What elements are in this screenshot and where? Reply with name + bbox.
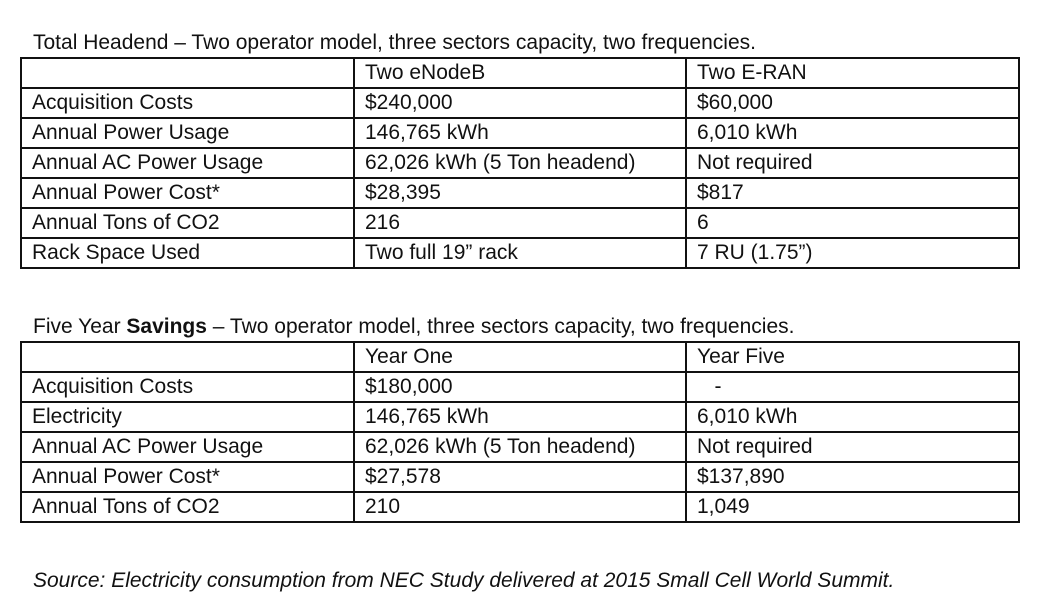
header-cell-empty — [21, 58, 354, 88]
row-value-enodeb: 216 — [354, 208, 686, 238]
table-row — [21, 372, 1019, 402]
row-value-eran: $60,000 — [686, 88, 1019, 118]
table-row — [21, 208, 1019, 238]
table-row — [21, 118, 1019, 148]
row-label: Acquisition Costs — [21, 372, 354, 402]
header-cell-year-five: Year Five — [686, 342, 1019, 372]
row-label: Annual AC Power Usage — [21, 148, 354, 178]
row-label: Annual Tons of CO2 — [21, 492, 354, 522]
table-row — [21, 178, 1019, 208]
header-cell-two-enodeb: Two eNodeB — [354, 58, 686, 88]
table1-caption: Total Headend – Two operator model, three sectors capacity, two frequencies. — [33, 31, 756, 54]
row-value-eran: 7 RU (1.75”) — [686, 238, 1019, 268]
row-value-year-five: 1,049 — [686, 492, 1019, 522]
table2-caption-suffix: – Two operator model, three sectors capacity, two frequencies. — [206, 315, 795, 338]
row-label: Acquisition Costs — [21, 88, 354, 118]
source-note: Source: Electricity consumption from NEC Study delivered at 2015 Small Cell World Summit. — [33, 569, 895, 592]
row-value-year-five: $137,890 — [686, 462, 1019, 492]
row-value-enodeb: 146,765 kWh — [354, 118, 686, 148]
row-label: Annual Power Cost* — [21, 462, 354, 492]
row-value-enodeb: Two full 19” rack — [354, 238, 686, 268]
table2-caption-prefix: Five Year — [33, 315, 127, 338]
header-cell-year-one: Year One — [354, 342, 686, 372]
table-header-row — [21, 58, 1019, 88]
row-label: Annual Power Usage — [21, 118, 354, 148]
row-value-year-five: Not required — [686, 432, 1019, 462]
table-row — [21, 88, 1019, 118]
headend-comparison-table — [20, 57, 1020, 269]
table-row — [21, 148, 1019, 178]
row-value-year-one: $27,578 — [354, 462, 686, 492]
row-value-year-one: 62,026 kWh (5 Ton headend) — [354, 432, 686, 462]
table-row — [21, 432, 1019, 462]
table-row — [21, 492, 1019, 522]
row-value-year-five: 6,010 kWh — [686, 402, 1019, 432]
row-label: Annual Power Cost* — [21, 178, 354, 208]
row-value-enodeb: $240,000 — [354, 88, 686, 118]
table-header-row — [21, 342, 1019, 372]
table2-caption-bold: Savings — [126, 315, 207, 338]
header-cell-two-eran: Two E-RAN — [686, 58, 1019, 88]
row-value-eran: $817 — [686, 178, 1019, 208]
row-value-eran: 6 — [686, 208, 1019, 238]
row-label: Electricity — [21, 402, 354, 432]
table-row — [21, 402, 1019, 432]
table2-caption — [33, 314, 794, 340]
row-label: Annual Tons of CO2 — [21, 208, 354, 238]
row-label: Rack Space Used — [21, 238, 354, 268]
row-value-eran: Not required — [686, 148, 1019, 178]
row-label: Annual AC Power Usage — [21, 432, 354, 462]
row-value-year-one: $180,000 — [354, 372, 686, 402]
row-value-year-one: 210 — [354, 492, 686, 522]
five-year-savings-table — [20, 341, 1020, 523]
row-value-enodeb: $28,395 — [354, 178, 686, 208]
header-cell-empty — [21, 342, 354, 372]
row-value-year-one: 146,765 kWh — [354, 402, 686, 432]
row-value-enodeb: 62,026 kWh (5 Ton headend) — [354, 148, 686, 178]
table-row — [21, 462, 1019, 492]
row-value-eran: 6,010 kWh — [686, 118, 1019, 148]
table-row — [21, 238, 1019, 268]
row-value-year-five: - — [686, 372, 1019, 402]
